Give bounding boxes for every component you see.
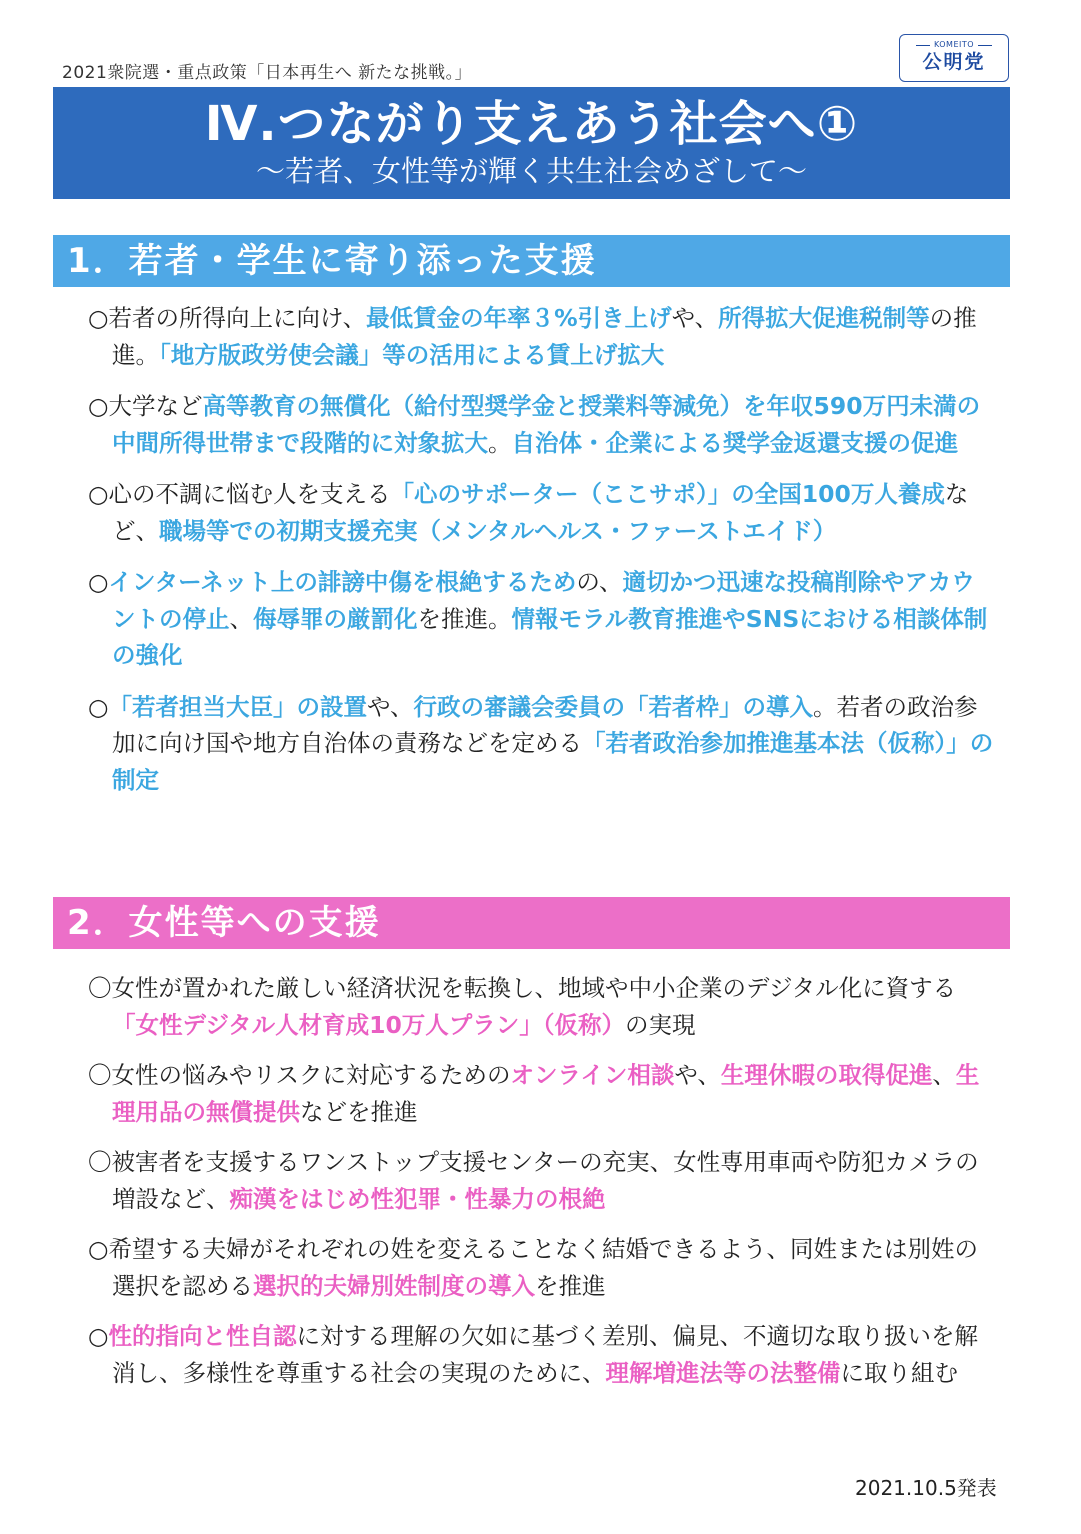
highlight-text: 「心のサポーター（ここサポ）」の全国100万人養成	[390, 480, 945, 508]
body-text: 。	[488, 428, 512, 457]
highlight-text: 「女性デジタル人材育成10万人プラン」（仮称）	[112, 1010, 626, 1039]
highlight-text: 自治体・企業による奨学金返還支援の促進	[511, 428, 958, 457]
bullet-item	[88, 689, 998, 799]
body-text: ○	[88, 692, 109, 721]
bullet-item	[88, 388, 998, 461]
body-text: に対する理解の欠如に基づく差別、偏見、不適切な取り扱いを解消し、多様性を尊重する社会の実現のために、	[112, 1322, 979, 1387]
bullet-item	[88, 1231, 998, 1304]
highlight-text: 生理用品の無償提供	[112, 1061, 980, 1126]
body-text: や、	[674, 1061, 721, 1089]
body-text: 。若者の政治参加に向け国や地方自治体の責務などを定める	[112, 692, 978, 757]
title-banner	[53, 87, 1010, 199]
highlight-text: 所得拡大促進税制等	[718, 304, 930, 332]
body-text: の実現	[625, 1010, 696, 1039]
komeito-logo	[899, 34, 1009, 82]
body-text: 、	[932, 1061, 956, 1089]
body-text: 〇女性の悩みやリスクに対応するための	[88, 1061, 511, 1089]
highlight-text: 最低賃金の年率３%引き上げ	[366, 304, 672, 332]
highlight-text: 理解増進法等の法整備	[605, 1358, 841, 1387]
body-text: などを推進	[300, 1097, 418, 1126]
highlight-text: 職場等での初期支援充実（メンタルヘルス・ファーストエイド）	[159, 516, 837, 545]
body-text: など、	[112, 480, 969, 545]
body-text: の推進。	[112, 304, 977, 369]
bullet-item	[88, 970, 998, 1043]
body-text: 〇被害者を支援するワンストップ支援センターの充実、女性専用車両や防犯カメラの増設など、	[88, 1148, 979, 1213]
highlight-text: 情報モラル教育推進やSNSにおける相談体制の強化	[112, 604, 988, 669]
bullet-item	[88, 300, 998, 373]
highlight-text: 生理休暇の取得促進	[720, 1061, 933, 1089]
section2-heading: 2．女性等への支援	[53, 897, 1010, 949]
body-text: ○大学など	[88, 392, 203, 420]
logo-japanese-text: 公明党	[922, 51, 986, 73]
highlight-text: 痴漢をはじめ性犯罪・性暴力の根絶	[229, 1184, 606, 1213]
highlight-text: 侮辱罪の厳罰化	[253, 604, 418, 633]
top-label: 2021衆院選・重点政策「日本再生へ 新たな挑戦。」	[62, 63, 473, 83]
highlight-text: 「若者政治参加推進基本法（仮称）」の制定	[112, 729, 994, 794]
release-date: 2021.10.5発表	[855, 1476, 997, 1500]
bullet-item	[88, 564, 998, 674]
highlight-text: 高等教育の無償化（給付型奨学金と授業料等減免）を年収590万円未満の中間所得世帯まで段階的に対象拡大	[112, 392, 981, 457]
body-text: ○心の不調に悩む人を支える	[88, 480, 391, 508]
body-text: や、	[367, 692, 414, 721]
logo-english-text: KOMEITO	[900, 40, 1008, 50]
body-text: ○	[88, 1322, 109, 1350]
body-text: や、	[671, 304, 719, 332]
body-text: 〇女性が置かれた厳しい経済状況を転換し、地域や中小企業のデジタル化に資する	[88, 974, 957, 1002]
section1-heading: 1．若者・学生に寄り添った支援	[53, 235, 1010, 287]
body-text: を推進	[535, 1271, 606, 1300]
body-text: ○希望する夫婦がそれぞれの姓を変えることなく結婚できるよう、同姓または別姓の選択を認める	[88, 1235, 979, 1300]
page-title: Ⅳ.つながり支えあう社会へ①	[204, 96, 859, 152]
highlight-text: 適切かつ迅速な投稿削除やアカウントの停止	[112, 568, 975, 633]
highlight-text: 行政の審議会委員の「若者枠」の導入	[413, 692, 814, 721]
highlight-text: 「若者担当大臣」の設置	[108, 692, 368, 721]
body-text: ○	[88, 568, 109, 596]
body-text: 、	[229, 604, 253, 633]
body-text: の、	[576, 568, 623, 596]
body-text: を推進。	[417, 604, 512, 633]
section2-items	[88, 970, 998, 1405]
body-text: に取り組む	[840, 1358, 958, 1387]
bullet-item	[88, 476, 998, 549]
section1-items	[88, 300, 998, 813]
body-text: ○若者の所得向上に向け、	[88, 304, 367, 332]
bullet-item	[88, 1318, 998, 1391]
page-subtitle: 〜若者、女性等が輝く共生社会めざして〜	[255, 154, 807, 188]
bullet-item	[88, 1057, 998, 1130]
highlight-text: オンライン相談	[510, 1061, 675, 1089]
highlight-text: 選択的夫婦別姓制度の導入	[253, 1271, 535, 1300]
highlight-text: 性的指向と性自認	[108, 1322, 297, 1350]
highlight-text: インターネット上の誹謗中傷を根絶するため	[108, 568, 577, 596]
bullet-item	[88, 1144, 998, 1217]
highlight-text: 「地方版政労使会議」等の活用による賃上げ拡大	[159, 340, 665, 369]
